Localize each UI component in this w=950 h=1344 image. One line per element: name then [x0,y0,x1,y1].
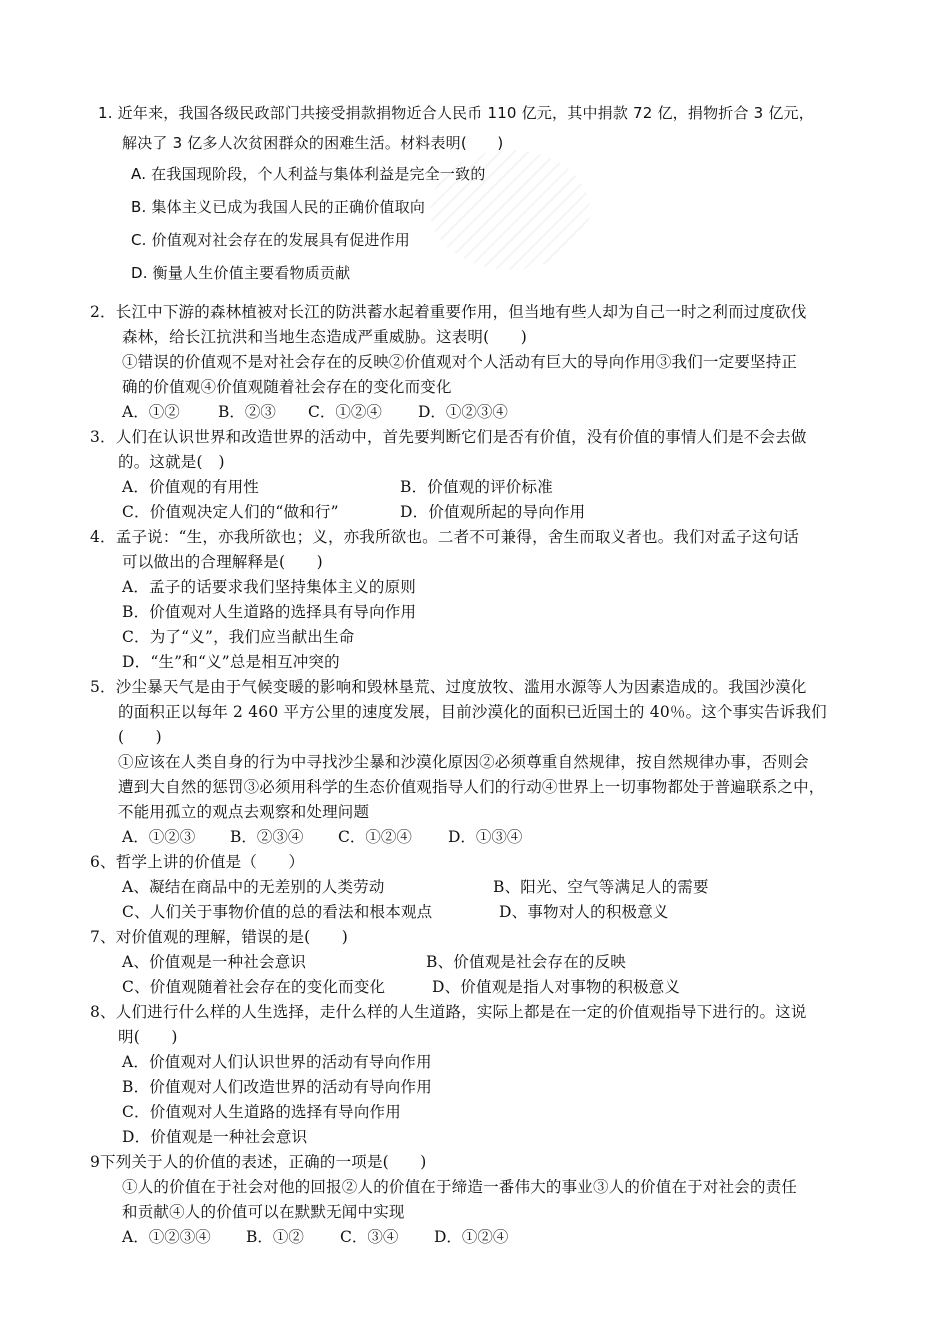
q6-option-a: A、凝结在商品中的无差别的人类劳动 [122,878,385,896]
q7-stem: 7、对价值观的理解，错误的是( ) [90,928,349,946]
q1-option-b: B. 集体主义已成为我国人民的正确价值取向 [131,198,426,216]
q9-item-line-1: ①人的价值在于社会对他的回报②人的价值在于缔造一番伟大的事业③人的价值在于对社会的责任 [122,1178,798,1196]
q2-stem-line-2: 森林，给长江抗洪和当地生态造成严重威胁。这表明( ) [122,328,527,346]
q9-option-b: B．①② [246,1228,304,1246]
q7-option-a: A、价值观是一种社会意识 [122,953,307,971]
q6-stem: 6、哲学上讲的价值是（ ） [90,853,305,871]
q6-option-c: C、人们关于事物价值的总的看法和根本观点 [122,903,433,921]
q7-option-c: C、价值观随着社会存在的变化而变化 [122,978,386,996]
q5-item-line-3: 不能用孤立的观点去观察和处理问题 [118,803,370,821]
q3-option-b: B．价值观的评价标准 [400,478,553,496]
q3-stem-line-1: 3．人们在认识世界和改造世界的活动中，首先要判断它们是否有价值，没有价值的事情人们是不会去做 [90,428,807,446]
q5-option-a: A．①②③ [122,828,196,846]
q1-option-c: C. 价值观对社会存在的发展具有促进作用 [131,231,411,249]
q8-stem-line-2: 明( ) [118,1028,178,1046]
q4-option-a: A．孟子的话要求我们坚持集体主义的原则 [122,578,416,596]
q2-stem-line-1: 2．长江中下游的森林植被对长江的防洪蓄水起着重要作用，但当地有些人却为自己一时之利而过度砍伐 [90,303,807,321]
q9-option-d: D．①②④ [434,1228,509,1246]
q8-option-b: B．价值观对人们改造世界的活动有导向作用 [122,1078,432,1096]
q5-option-c: C．①②④ [338,828,412,846]
q3-option-a: A．价值观的有用性 [122,478,259,496]
q8-option-a: A．价值观对人们认识世界的活动有导向作用 [122,1053,432,1071]
q2-option-b: B．②③ [218,403,276,421]
q3-stem-line-2: 的。这就是( ) [118,453,225,471]
q9-option-a: A．①②③④ [122,1228,211,1246]
q8-option-d: D．价值观是一种社会意识 [122,1128,308,1146]
q1-option-d: D. 衡量人生价值主要看物质贡献 [131,264,351,282]
q5-item-line-2: 遭到大自然的惩罚③必须用科学的生态价值观指导人们的行动④世界上一切事物都处于普遍联系之中， [118,778,825,796]
q5-stem-line-2: 的面积正以每年 2 460 平方公里的速度发展，目前沙漠化的面积已近国土的 40％。这个事实告诉我们 [118,703,827,721]
q3-option-d: D．价值观所起的导向作用 [400,503,586,521]
q3-option-c: C．价值观决定人们的“做和行” [122,503,339,521]
q7-option-d: D、价值观是指人对事物的积极意义 [432,978,681,996]
q4-option-d: D．“生”和“义”总是相互冲突的 [122,653,340,671]
q5-option-d: D．①③④ [448,828,523,846]
q6-option-d: D、事物对人的积极意义 [499,903,669,921]
q8-option-c: C．价值观对人生道路的选择有导向作用 [122,1103,401,1121]
q4-option-b: B．价值观对人生道路的选择具有导向作用 [122,603,417,621]
q2-option-c: C．①②④ [308,403,382,421]
q9-stem: 9下列关于人的价值的表述，正确的一项是( ) [90,1153,427,1171]
q5-stem-line-3: ( ) [118,728,162,746]
q2-option-d: D．①②③④ [418,403,508,421]
q5-stem-line-1: 5．沙尘暴天气是由于气候变暖的影响和毁林垦荒、过度放牧、滥用水源等人为因素造成的。我国沙漠化 [90,678,807,696]
q5-option-b: B．②③④ [230,828,304,846]
q4-option-c: C．为了“义”，我们应当献出生命 [122,628,355,646]
q1-stem-line-1: 1. 近年来，我国各级民政部门共接受捐款捐物近合人民币 110 亿元，其中捐款 72 亿，捐物折合 3 亿元， [98,104,814,122]
q7-option-b: B、价值观是社会存在的反映 [426,953,626,971]
q2-item-line-1: ①错误的价值观不是对社会存在的反映②价值观对个人活动有巨大的导向作用③我们一定要坚持正 [122,353,798,371]
q8-stem-line-1: 8、人们进行什么样的人生选择，走什么样的人生道路，实际上都是在一定的价值观指导下进行的。这说 [90,1003,807,1021]
q1-option-a: A. 在我国现阶段，个人利益与集体利益是完全一致的 [131,165,486,183]
q4-stem-line-1: 4．孟子说：“生，亦我所欲也；义，亦我所欲也。二者不可兼得，舍生而取义者也。我们对孟子这句话 [90,528,799,546]
q9-item-line-2: 和贡献④人的价值可以在默默无闻中实现 [122,1203,405,1221]
q5-item-line-1: ①应该在人类自身的行为中寻找沙尘暴和沙漠化原因②必须尊重自然规律，按自然规律办事，否则会 [118,753,809,771]
q2-item-line-2: 确的价值观④价值观随着社会存在的变化而变化 [122,378,452,396]
q4-stem-line-2: 可以做出的合理解释是( ) [122,553,323,571]
q2-option-a: A．①② [122,403,180,421]
q1-stem-line-2: 解决了 3 亿多人次贫困群众的困难生活。材料表明( ) [122,134,504,152]
q6-option-b: B、阳光、空气等满足人的需要 [493,878,709,896]
q9-option-c: C．③④ [340,1228,399,1246]
